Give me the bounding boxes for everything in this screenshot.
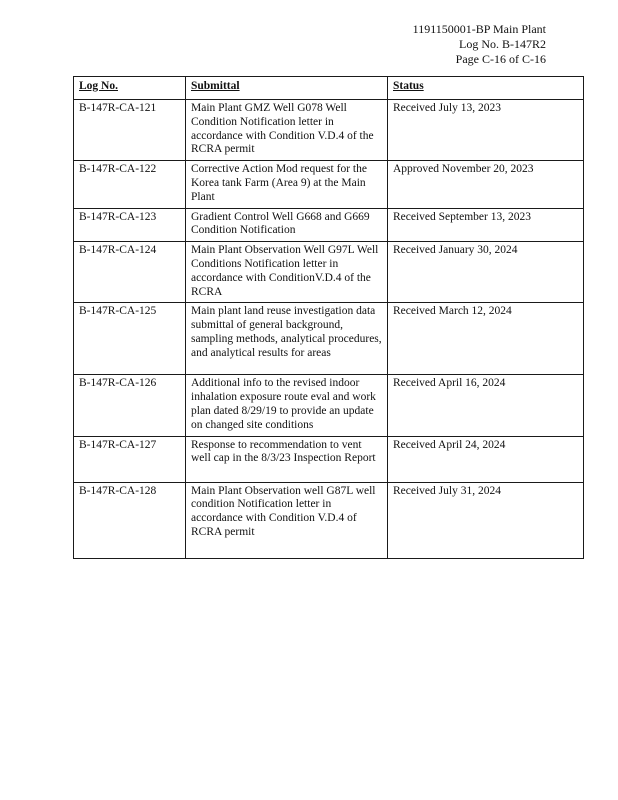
- submittal-cell: Main Plant GMZ Well G078 Well Condition Notification letter in accordance with Condition V.D.4 of the RCRA permit: [186, 100, 388, 161]
- status-cell: Received January 30, 2024: [388, 242, 584, 303]
- header-facility: 1191150001-BP Main Plant: [412, 22, 546, 36]
- status-cell: Received April 16, 2024: [388, 375, 584, 436]
- log-no-cell: B-147R-CA-128: [74, 482, 186, 558]
- log-no-cell: B-147R-CA-126: [74, 375, 186, 436]
- column-header-log-no: Log No.: [74, 77, 186, 100]
- table-row: [74, 161, 584, 208]
- table-header-row: [74, 77, 584, 100]
- status-cell: Received July 13, 2023: [388, 100, 584, 161]
- status-cell: Received April 24, 2024: [388, 436, 584, 482]
- submittal-cell: Additional info to the revised indoor inhalation exposure route eval and work plan dated 8/29/19 to provide an update on changed site conditions: [186, 375, 388, 436]
- header-log-number: Log No. B-147R2: [459, 37, 546, 51]
- submittal-cell: Main Plant Observation well G87L well condition Notification letter in accordance with Condition V.D.4 of RCRA permit: [186, 482, 388, 558]
- log-no-cell: B-147R-CA-122: [74, 161, 186, 208]
- status-cell: Received March 12, 2024: [388, 303, 584, 375]
- status-cell: Received July 31, 2024: [388, 482, 584, 558]
- column-header-submittal: Submittal: [186, 77, 388, 100]
- submittal-cell: Main plant land reuse investigation data submittal of general background, sampling methods, analytical procedures, and analytical results for areas: [186, 303, 388, 375]
- table-row: [74, 303, 584, 375]
- table-row: [74, 100, 584, 161]
- log-no-cell: B-147R-CA-125: [74, 303, 186, 375]
- table-row: [74, 242, 584, 303]
- table-row: [74, 208, 584, 242]
- column-header-status: Status: [388, 77, 584, 100]
- log-no-cell: B-147R-CA-123: [74, 208, 186, 242]
- submittal-cell: Corrective Action Mod request for the Korea tank Farm (Area 9) at the Main Plant: [186, 161, 388, 208]
- log-no-cell: B-147R-CA-121: [74, 100, 186, 161]
- status-cell: Received September 13, 2023: [388, 208, 584, 242]
- table-row: [74, 482, 584, 558]
- log-no-cell: B-147R-CA-127: [74, 436, 186, 482]
- status-cell: Approved November 20, 2023: [388, 161, 584, 208]
- submittal-cell: Gradient Control Well G668 and G669 Condition Notification: [186, 208, 388, 242]
- submittal-cell: Main Plant Observation Well G97L Well Conditions Notification letter in accordance with ConditionV.D.4 of the RCRA: [186, 242, 388, 303]
- header-page-number: Page C-16 of C-16: [455, 52, 546, 66]
- submittal-cell: Response to recommendation to vent well cap in the 8/3/23 Inspection Report: [186, 436, 388, 482]
- table-row: [74, 375, 584, 436]
- page-header: [413, 22, 546, 67]
- table-row: [74, 436, 584, 482]
- log-no-cell: B-147R-CA-124: [74, 242, 186, 303]
- submittal-log-table: [73, 76, 584, 559]
